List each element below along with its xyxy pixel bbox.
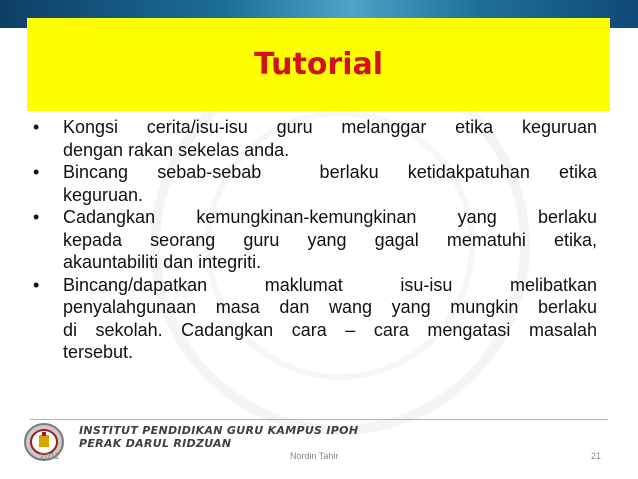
- page-number: 21: [591, 451, 602, 461]
- bullet-line: penyalahgunaan masa dan wang yang mungkin berlaku: [63, 297, 597, 317]
- footer-author: Nordin Tahir: [290, 451, 339, 461]
- institution-name-line1: INSTITUT PENDIDIKAN GURU KAMPUS IPOH: [79, 424, 359, 437]
- bullet-line: kepada seorang guru yang gagal mematuhi etika,: [63, 229, 597, 250]
- footer-divider: [30, 419, 608, 420]
- bullet-line: akauntabiliti dan integriti.: [63, 252, 262, 272]
- bullet-line: keguruan.: [63, 184, 144, 205]
- bullet-item: [31, 161, 597, 206]
- bullet-line: • Bincang sebab-sebab berlaku ketidakpatuhan etika: [63, 162, 597, 182]
- bullet-line: • Kongsi cerita/isu-isu guru melanggar etika keguruan: [63, 117, 597, 137]
- bullet-item: [31, 206, 597, 274]
- bullet-item: [31, 116, 597, 161]
- slide-title: Tutorial: [253, 47, 384, 82]
- institution-name-line2: PERAK DARUL RIDZUAN: [79, 437, 232, 450]
- bullet-list: [31, 116, 597, 364]
- footer-date: 2011: [40, 451, 60, 461]
- title-bar: [27, 18, 610, 111]
- bullet-line: • Cadangkan kemungkinan-kemungkinan yang berlaku: [63, 207, 597, 227]
- institution-name: [79, 424, 358, 450]
- bullet-line: di sekolah. Cadangkan cara – cara mengatasi masalah: [63, 319, 597, 340]
- bullet-item: [31, 274, 597, 364]
- bullet-line: tersebut.: [63, 342, 134, 362]
- bullet-line: • Bincang/dapatkan maklumat isu-isu melibatkan: [63, 274, 597, 295]
- bullet-line: dengan rakan sekelas anda.: [63, 139, 290, 160]
